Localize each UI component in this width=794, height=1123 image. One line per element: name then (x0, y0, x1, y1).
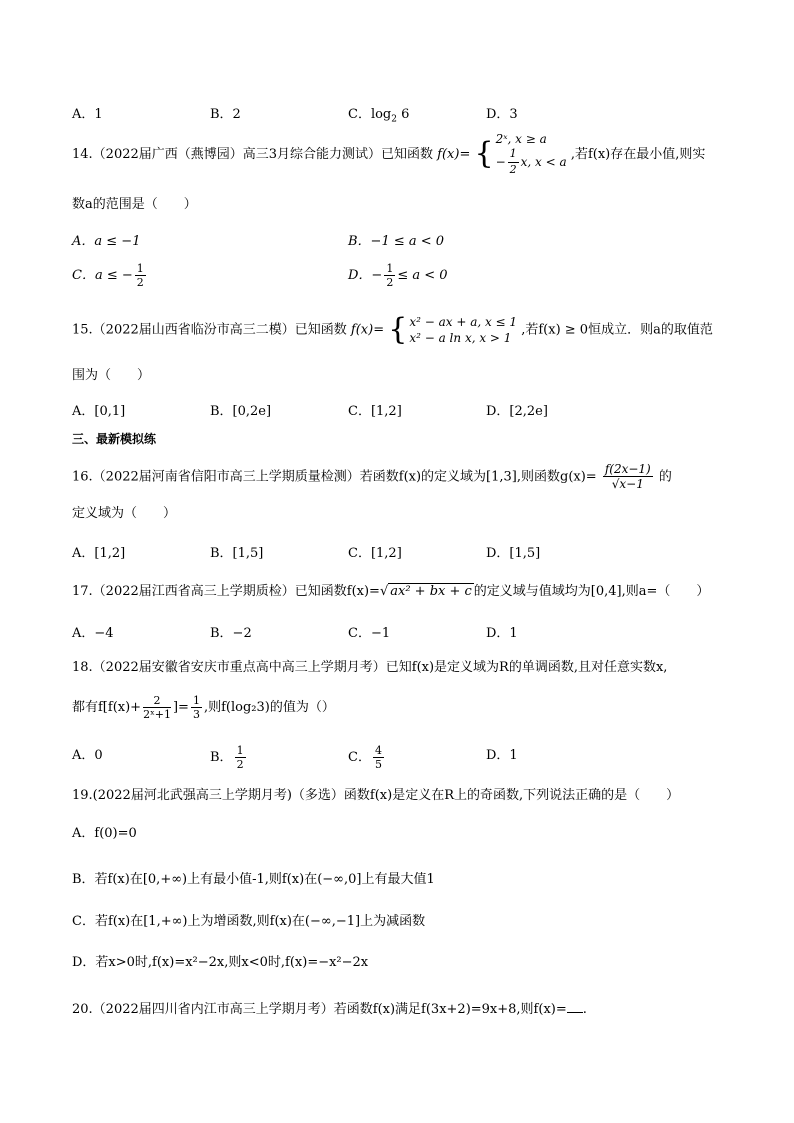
q13-option-b: B．2 (210, 107, 241, 122)
q14-option-c: C．a ≤ − $\frac{1}{2}$ (72, 262, 144, 289)
q15-stem: 15.（2022届山西省临汾市高三二模）已知函数 f(x)= { x² − ax + a, x ≤ 1 x² − a ln x, x > 1 ,若f(x) ≥ 0恒成立．则a的取值范 (72, 312, 713, 348)
q17-option-b: B．−2 (210, 626, 252, 641)
q20-answer-blank (567, 1001, 583, 1013)
q13-option-c: C．$\log_2 6$ (348, 107, 410, 125)
section-heading: 三、最新模拟练 (72, 432, 157, 446)
q14-option-d: D．− $\frac{1}{2}$ ≤ a < 0 (348, 262, 448, 289)
q14-options-row1 (72, 230, 732, 252)
q13-option-d: D．3 (486, 107, 518, 122)
q14-piecewise: { 2ˣ, x ≥ a − $\frac{1}{2}$ x, x < a (474, 132, 567, 177)
q16-option-a: A．[1,2] (72, 546, 126, 561)
q17-option-d: D．1 (486, 626, 518, 641)
q15-stem-line2: 围为（ ） (72, 368, 151, 383)
q16-option-b: B．[1,5] (210, 546, 264, 561)
q13-options (72, 103, 732, 125)
q16-stem: 16.（2022届河南省信阳市高三上学期质量检测）若函数f(x)的定义域为[1,3],则函数g(x)= $\frac{f(2x-1)}{√x-1}$ 的 (72, 462, 672, 492)
q16-options (72, 542, 732, 564)
q16-option-d: D．[1,5] (486, 546, 541, 561)
q18-stem-line2: 都有f[f(x)+ $\frac{2}{\text{2ˣ+1}}$ ]= $\frac{1}{3}$ ,则f(log₂3)的值为（） (72, 694, 335, 722)
q19-option-a: A．f(0)=0 (72, 826, 137, 841)
q14-stem-line2: 数a的范围是（ ） (72, 197, 197, 212)
q14-option-b: B．−1 ≤ a < 0 (348, 234, 445, 249)
q17-option-a: A．−4 (72, 626, 114, 641)
q16-stem-line2: 定义域为（ ） (72, 506, 177, 521)
q17-options (72, 622, 732, 644)
q19-option-b: B．若f(x)在[0,+∞)上有最小值-1,则f(x)在(−∞,0]上有最大值1 (72, 872, 435, 887)
q18-option-a: A．0 (72, 748, 103, 763)
q18-option-b: B． $\frac{1}{2}$ (210, 744, 244, 771)
q19-option-d: D．若x>0时,f(x)=x²−2x,则x<0时,f(x)=−x²−2x (72, 955, 369, 970)
q17-option-c: C．−1 (348, 626, 391, 641)
q15-options (72, 400, 732, 422)
q14-stem: 14.（2022届广西（燕博园）高三3月综合能力测试）已知函数 f(x)= { 2ˣ, x ≥ a − $\frac{1}{2}$ x, x < a ,若f(x)存在最小值,则实 (72, 132, 706, 177)
q15-piecewise: { x² − ax + a, x ≤ 1 x² − a ln x, x > 1 (388, 312, 518, 348)
q15-option-d: D．[2,2e] (486, 404, 548, 419)
q18-option-d: D．1 (486, 748, 518, 763)
q15-option-c: C．[1,2] (348, 404, 402, 419)
q14-option-a: A．a ≤ −1 (72, 234, 141, 249)
q16-option-c: C．[1,2] (348, 546, 402, 561)
q17-stem: 17.（2022届江西省高三上学期质检）已知函数f(x)=√ ax² + bx + c 的定义域与值域均为[0,4],则a=（ ） (72, 584, 710, 599)
q18-option-c: C． $\frac{4}{5}$ (348, 744, 382, 771)
q15-option-a: A．[0,1] (72, 404, 126, 419)
q18-stem: 18.（2022届安徽省安庆市重点高中高三上学期月考）已知f(x)是定义域为R的单调函数,且对任意实数x, (72, 660, 668, 675)
q20-stem: 20.（2022届四川省内江市高三上学期月考）若函数f(x)满足f(3x+2)=9x+8,则f(x)= . (72, 1002, 587, 1017)
q18-options (72, 744, 732, 771)
q13-option-a: A．1 (72, 107, 103, 122)
q19-stem: 19.(2022届河北武强高三上学期月考)（多选）函数f(x)是定义在R上的奇函数,下列说法正确的是（ ） (72, 788, 680, 803)
q15-option-b: B．[0,2e] (210, 404, 272, 419)
q14-options-row2 (72, 262, 732, 289)
q19-option-c: C．若f(x)在[1,+∞)上为增函数,则f(x)在(−∞,−1]上为减函数 (72, 914, 426, 929)
